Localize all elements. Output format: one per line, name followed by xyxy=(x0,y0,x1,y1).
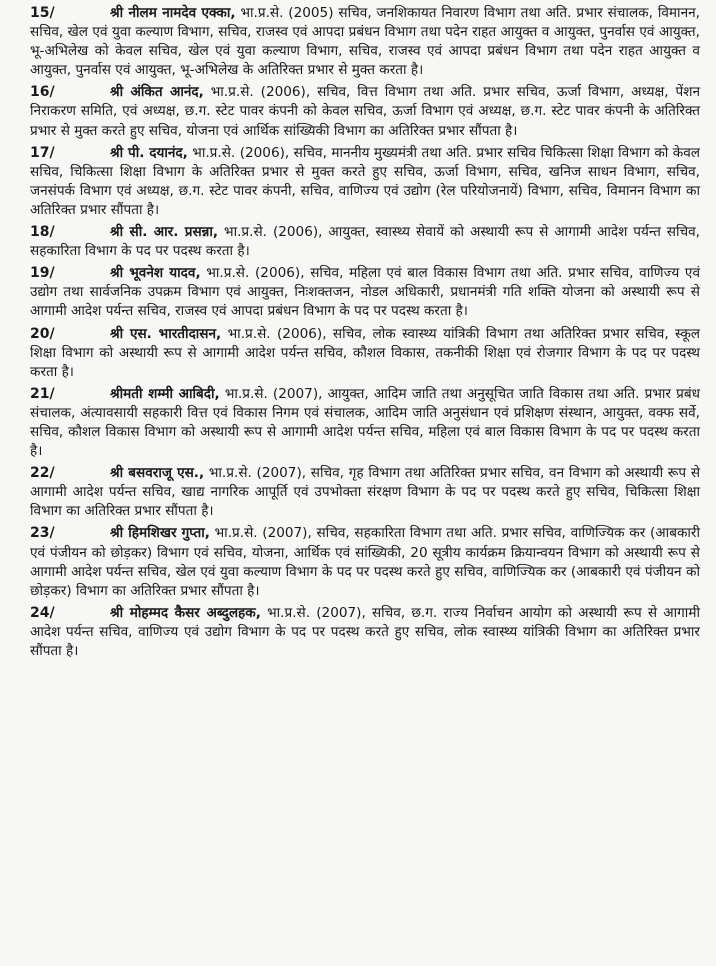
order-entry xyxy=(30,223,700,261)
order-entry xyxy=(30,385,700,461)
officer-name: श्री एस. भारतीदासन, xyxy=(110,325,222,342)
order-entry xyxy=(30,604,700,661)
entry-text: भा.प्र.से. (2006), सचिव, माननीय मुख्यमंत्री तथा अति. प्रभार सचिव चिकित्सा शिक्षा विभाग को केवल सचिव, चिकित्सा शिक्षा विभाग के अतिरिक्त प्रभार से मुक्त करते हुए सचिव, ऊर्जा विभाग, सचिव, खनिज साधन विभाग, सचिव, जनसंपर्क विभाग एवं अध्यक्ष, छ.ग. स्टेट पावर कंपनी, सचिव, वाणिज्य एवं उद्योग (रेल परियोजनायें) विभाग, सचिव, विमानन विभाग का अतिरिक्त प्रभार सौंपता है। xyxy=(30,144,701,218)
entry-number: 23/ xyxy=(30,525,55,542)
order-entry xyxy=(30,83,700,140)
officer-name: श्रीमती शम्मी आबिदी, xyxy=(110,385,220,402)
officer-name: श्री बसवराजू एस., xyxy=(110,465,205,482)
entry-text: भा.प्र.से. (2005) सचिव, जनशिकायत निवारण विभाग तथा अति. प्रभार संचालक, विमानन, सचिव, खेल एवं युवा कल्याण विभाग, सचिव, राजस्व एवं आपदा प्रबंधन विभाग तथा पदेन राहत आयुक्त व आयुक्त, पुनर्वास एवं आयुक्त, भू-अभिलेख को केवल सचिव, खेल एवं युवा कल्याण विभाग, सचिव, राजस्व एवं आपदा प्रबंधन विभाग तथा पदेन राहत आयुक्त व आयुक्त, पुनर्वास एवं आयुक्त, भू-अभिलेख के अतिरिक्त प्रभार से मुक्त करता है। xyxy=(30,5,700,79)
entry-number: 21/ xyxy=(30,385,55,402)
entry-number: 15/ xyxy=(30,5,55,21)
entry-number: 18/ xyxy=(30,224,55,241)
order-entry xyxy=(30,264,700,321)
officer-name: श्री सी. आर. प्रसन्ना, xyxy=(110,224,219,241)
entry-number: 24/ xyxy=(30,604,55,621)
entry-text: भा.प्र.से. (2006), सचिव, वित्त विभाग तथा अति. प्रभार सचिव, ऊर्जा विभाग, अध्यक्ष, पेंशन निराकरण समिति, एवं अध्यक्ष, छ.ग. स्टेट पावर कंपनी को केवल सचिव, ऊर्जा विभाग एवं अध्यक्ष, छ.ग. स्टेट पावर कंपनी के अतिरिक्त प्रभार से मुक्त करते हुए सचिव, योजना एवं आर्थिक सांख्यिकी विभाग का अतिरिक्त प्रभार सौंपता है। xyxy=(30,84,700,139)
entry-text: भा.प्र.से. (2006), सचिव, लोक स्वास्थ्य यांत्रिकी विभाग तथा अतिरिक्त प्रभार सचिव, स्कूल शिक्षा विभाग को अस्थायी रूप से आगामी आदेश पर्यन्त सचिव, कौशल विकास, तकनीकी शिक्षा एवं रोजगार विभाग के पद पर पदस्थ करता है। xyxy=(30,325,700,380)
entry-number: 16/ xyxy=(30,84,55,101)
order-entry xyxy=(30,464,700,521)
officer-name: श्री अंकित आनंद, xyxy=(110,84,204,101)
entry-number: 20/ xyxy=(30,325,55,342)
officer-name: श्री पी. दयानंद, xyxy=(110,144,188,161)
entry-number: 19/ xyxy=(30,265,55,282)
order-entry xyxy=(30,325,700,382)
entry-text: भा.प्र.से. (2006), आयुक्त, स्वास्थ्य सेवायें को अस्थायी रूप से आगामी आदेश पर्यन्त सचिव, सहकारिता विभाग के पद पर पदस्थ करता है। xyxy=(30,224,700,260)
officer-name: श्री भूवनेश यादव, xyxy=(110,265,201,282)
entry-list xyxy=(30,4,700,661)
officer-name: श्री हिमशिखर गुप्ता, xyxy=(110,525,210,542)
entry-text: भा.प्र.से. (2007), सचिव, सहकारिता विभाग तथा अति. प्रभार सचिव, वाणिज्यिक कर (आबकारी एवं पंजीयन को छोड़कर) विभाग एवं सचिव, योजना, आर्थिक एवं सांख्यिकी, 20 सूत्रीय कार्यक्रम क्रियान्वयन विभाग को अस्थायी रूप से आगामी आदेश पर्यन्त सचिव, खेल एवं युवा कल्याण विभाग के पद पर पदस्थ करते हुए सचिव, वाणिज्यिक कर (आबकारी एवं पंजीयन को छोड़कर) विभाग का अतिरिक्त प्रभार सौंपता है। xyxy=(30,525,700,599)
order-entry xyxy=(30,524,700,600)
officer-name: श्री नीलम नामदेव एक्का, xyxy=(110,5,236,21)
order-entry xyxy=(30,144,700,220)
order-entry xyxy=(30,4,700,80)
entry-text: भा.प्र.से. (2007), सचिव, छ.ग. राज्य निर्वाचन आयोग को अस्थायी रूप से आगामी आदेश पर्यन्त सचिव, वाणिज्य एवं उद्योग विभाग के पद पर पदस्थ करते हुए सचिव, लोक स्वास्थ्य यांत्रिकी विभाग का अतिरिक्त प्रभार सौंपता है। xyxy=(30,604,700,659)
officer-name: श्री मोहम्मद कैसर अब्दुलहक, xyxy=(110,604,261,621)
entry-number: 17/ xyxy=(30,144,55,161)
entry-text: भा.प्र.से. (2006), सचिव, महिला एवं बाल विकास विभाग तथा अति. प्रभार सचिव, वाणिज्य एवं उद्योग तथा सार्वजनिक उपक्रम विभाग एवं आयुक्त, निःशक्तजन, नोडल अधिकारी, प्रधानमंत्री गति शक्ति योजना को अस्थायी रूप से आगामी आदेश पर्यन्त सचिव, राजस्व एवं आपदा प्रबंधन विभाग के पद पर पदस्थ करता है। xyxy=(30,265,701,320)
entry-text: भा.प्र.से. (2007), आयुक्त, आदिम जाति तथा अनुसूचित जाति विकास तथा अति. प्रभार प्रबंध संचालक, अंत्यावसायी सहकारी वित्त एवं विकास निगम एवं संचालक, आदिम जाति अनुसंधान एवं प्रशिक्षण संस्थान, आयुक्त, वक्फ सर्वे, सचिव, कौशल विकास विभाग को अस्थायी रूप से आगामी आदेश पर्यन्त सचिव, महिला एवं बाल विकास विभाग के पद पर पदस्थ करता है। xyxy=(30,385,700,460)
entry-number: 22/ xyxy=(30,465,55,482)
entry-text: भा.प्र.से. (2007), सचिव, गृह विभाग तथा अतिरिक्त प्रभार सचिव, वन विभाग को अस्थायी रूप से आगामी आदेश पर्यन्त सचिव, खाद्य नागरिक आपूर्ति एवं उपभोक्ता संरक्षण विभाग के पद पर पदस्थ करते हुए सचिव, चिकित्सा शिक्षा विभाग का अतिरिक्त प्रभार सौंपता है। xyxy=(30,465,701,520)
